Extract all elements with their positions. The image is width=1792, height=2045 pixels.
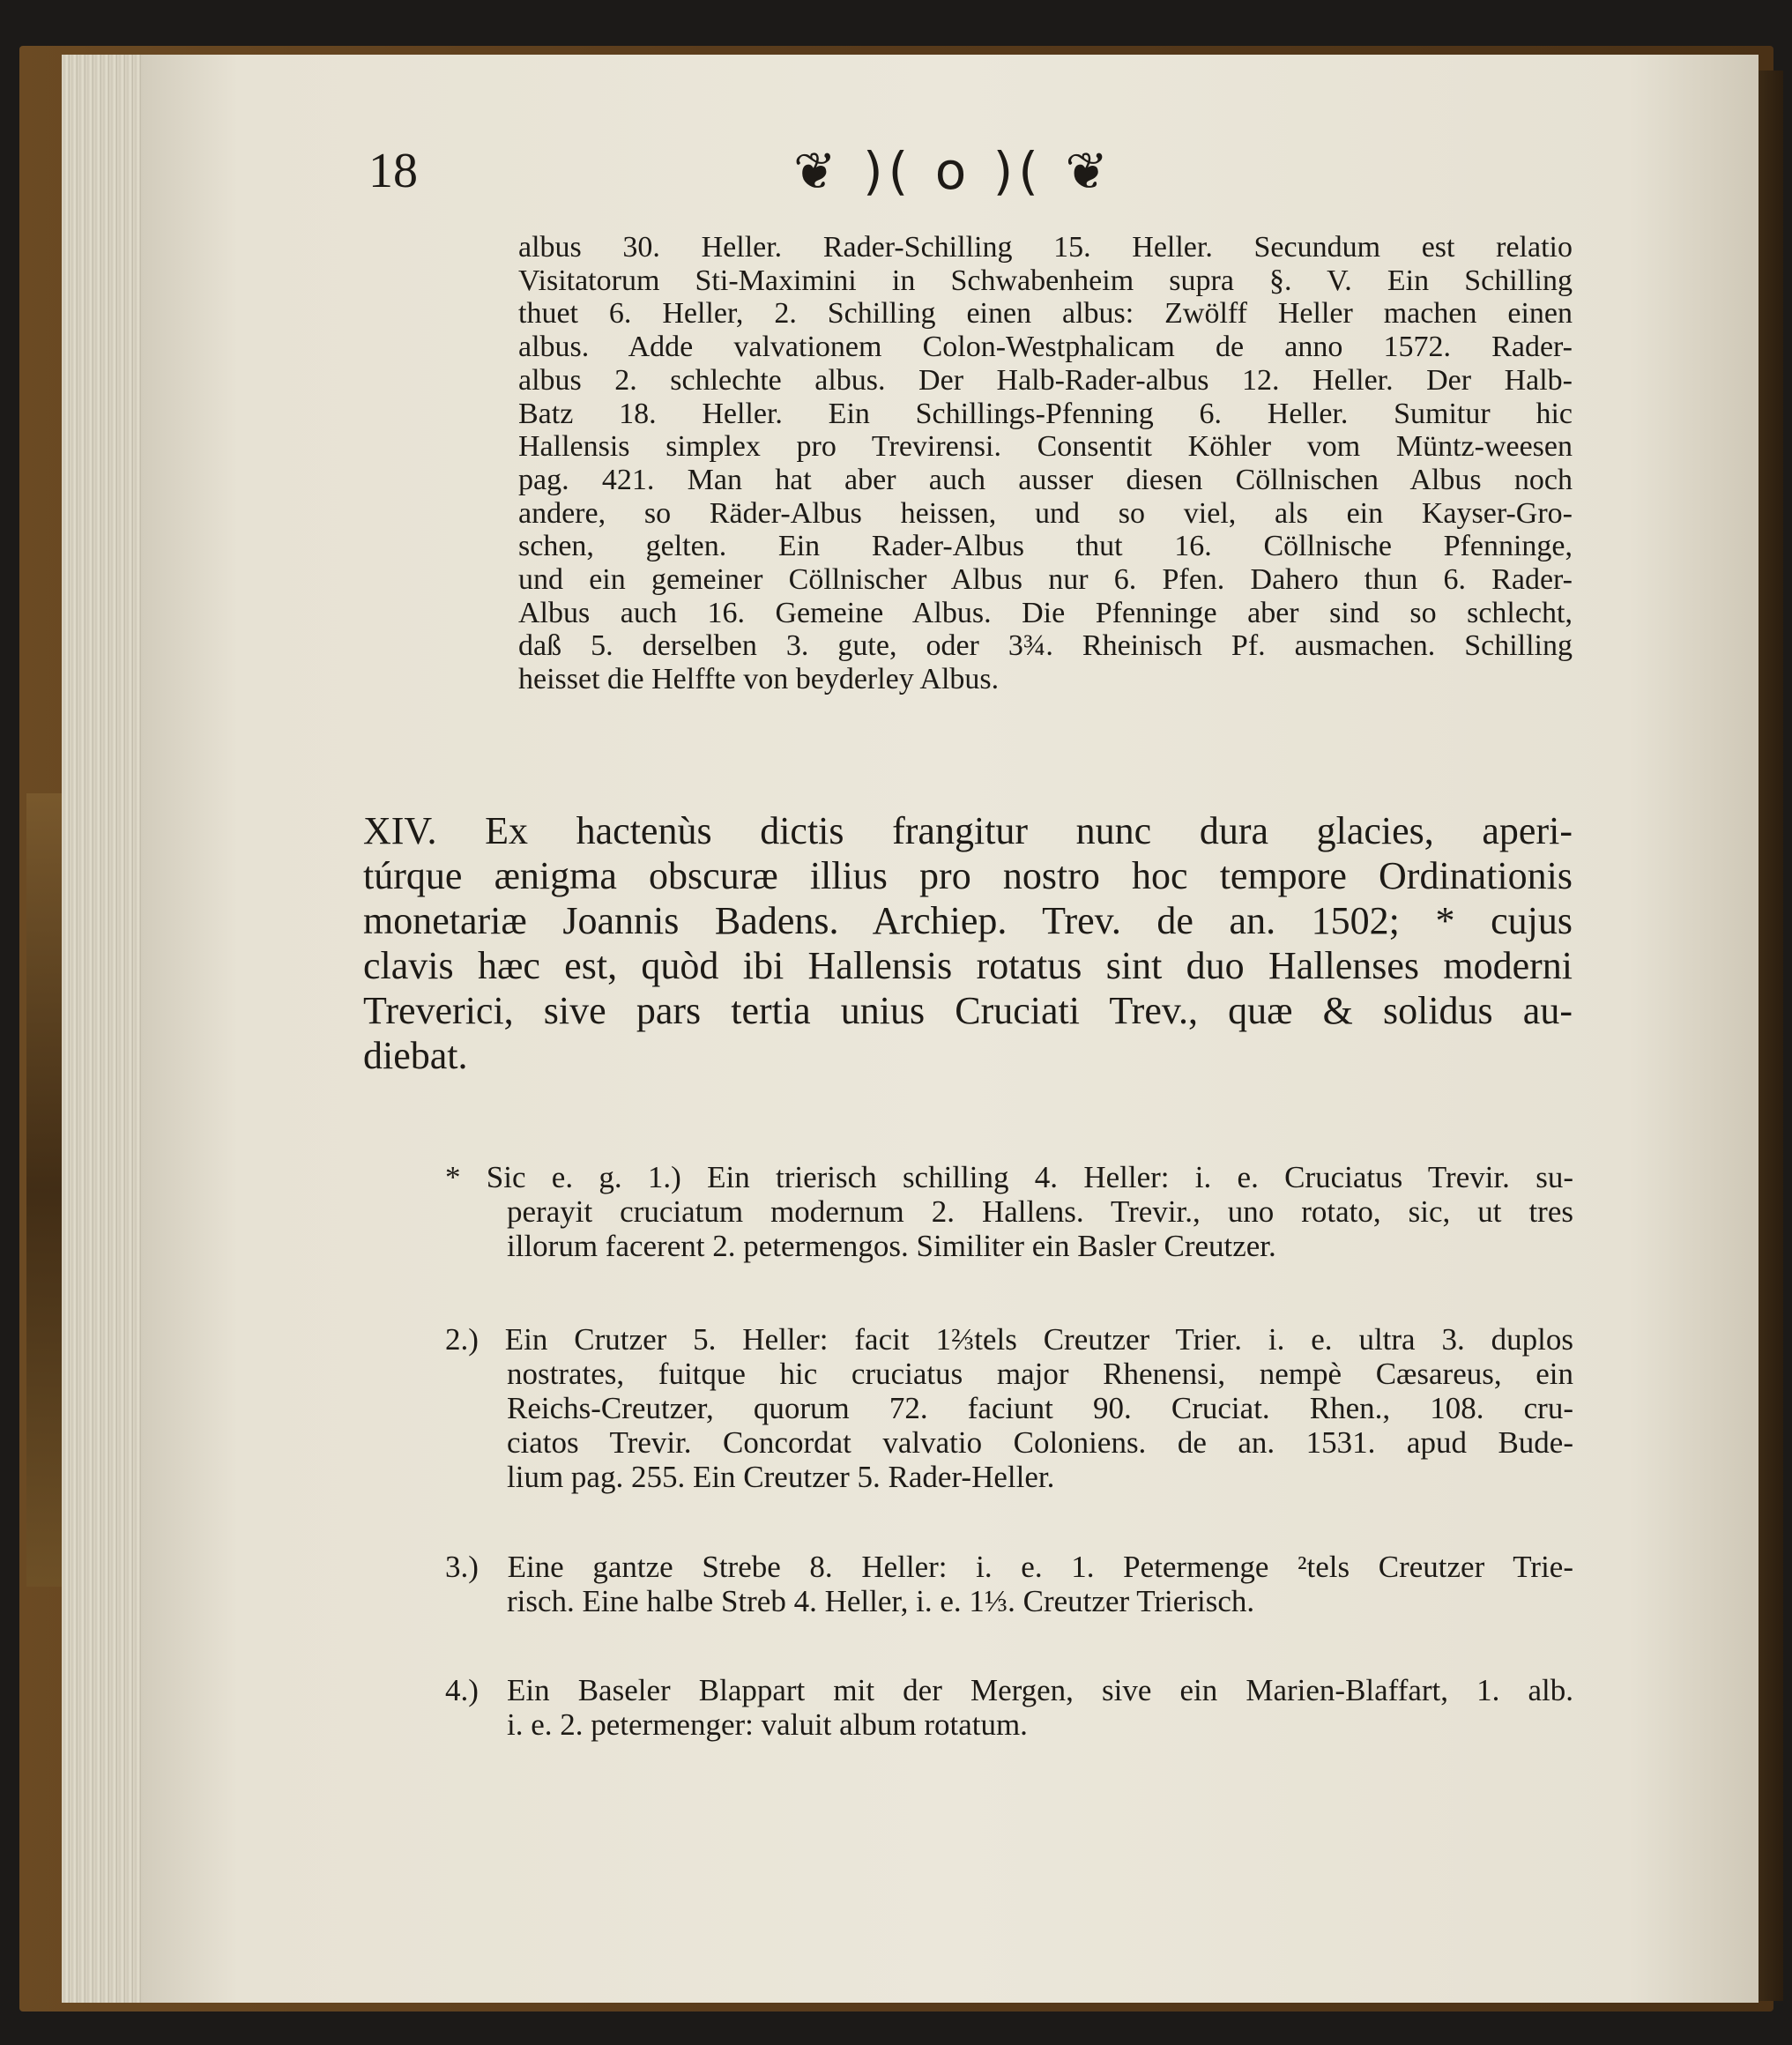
note-line: thuet 6. Heller, 2. Schilling einen albus: Zwölff Heller machen einen	[518, 297, 1573, 331]
note-block	[518, 231, 1573, 696]
note-line: Albus auch 16. Gemeine Albus. Die Pfenninge aber sind so schlecht,	[518, 596, 1573, 629]
note-line: pag. 421. Man hat aber auch ausser diesen Cöllnischen Albus noch	[518, 463, 1573, 496]
footnote-line: 2.) Ein Crutzer 5. Heller: facit 1⅔tels Creutzer Trier. i. e. ultra 3. duplos	[445, 1322, 1573, 1357]
main-paragraph	[363, 808, 1573, 1078]
footnote-line: ciatos Trevir. Concordat valvatio Coloniens. de an. 1531. apud Bude-	[507, 1425, 1573, 1460]
footnote-line: i. e. 2. petermenger: valuit album rotatum.	[507, 1707, 1028, 1742]
paragraph-line: Treverici, sive pars tertia unius Cruciati Trev., quæ & solidus au-	[363, 989, 1573, 1032]
right-page-edge	[1759, 71, 1783, 2001]
paragraph-line: monetariæ Joannis Badens. Archiep. Trev. de an. 1502; * cujus	[363, 899, 1573, 942]
paragraph-line: diebat.	[363, 1034, 468, 1077]
footnote-line: risch. Eine halbe Streb 4. Heller, i. e. 1⅓. Creutzer Trierisch.	[507, 1584, 1255, 1618]
note-line: heisset die Helffte von beyderley Albus.	[518, 663, 1000, 696]
footnote-3	[445, 1550, 1573, 1618]
note-line: Visitatorum Sti-Maximini in Schwabenheim supra §. V. Ein Schilling	[518, 264, 1573, 297]
note-line: albus 2. schlechte albus. Der Halb-Rader-albus 12. Heller. Der Halb-	[518, 363, 1573, 397]
footnote-line: Reichs-Creutzer, quorum 72. faciunt 90. Cruciat. Rhen., 108. cru-	[507, 1391, 1573, 1425]
note-line: Batz 18. Heller. Ein Schillings-Pfenning 6. Heller. Sumitur hic	[518, 397, 1573, 430]
note-line: albus. Adde valvationem Colon-Westphalicam de anno 1572. Rader-	[518, 331, 1573, 364]
footnote-line: lium pag. 255. Ein Creutzer 5. Rader-Heller.	[507, 1460, 1055, 1494]
footnote-line: illorum facerent 2. petermengos. Similiter ein Basler Creutzer.	[507, 1229, 1276, 1263]
binding-stain	[26, 793, 62, 1587]
footnote-line: nostrates, fuitque hic cruciatus major Rhenensi, nempè Cæsareus, ein	[507, 1357, 1573, 1391]
footnote-line: * Sic e. g. 1.) Ein trierisch schilling 4. Heller: i. e. Cruciatus Trevir. su-	[445, 1160, 1573, 1194]
paragraph-line: XIV. Ex hactenùs dictis frangitur nunc dura glacies, aperi-	[363, 809, 1573, 852]
footnote-1	[445, 1160, 1573, 1263]
note-line: schen, gelten. Ein Rader-Albus thut 16. Cöllnische Pfenninge,	[518, 530, 1573, 563]
footnote-4	[445, 1673, 1573, 1742]
footnote-2	[445, 1322, 1573, 1494]
note-line: andere, so Räder-Albus heissen, und so viel, als ein Kayser-Gro-	[518, 496, 1573, 530]
header-ornament: ❦ )( o )( ❦	[793, 141, 1113, 201]
paragraph-line: clavis hæc est, quòd ibi Hallensis rotatus sint duo Hallenses moderni	[363, 944, 1573, 987]
note-line: und ein gemeiner Cöllnischer Albus nur 6. Pfen. Dahero thun 6. Rader-	[518, 563, 1573, 597]
note-line: daß 5. derselben 3. gute, oder 3¾. Rheinisch Pf. ausmachen. Schilling	[518, 629, 1573, 663]
paragraph-line: túrque ænigma obscuræ illius pro nostro hoc tempore Ordinationis	[363, 854, 1573, 897]
note-line: albus 30. Heller. Rader-Schilling 15. Heller. Secundum est relatio	[518, 231, 1573, 264]
footnote-line: 3.) Eine gantze Strebe 8. Heller: i. e. 1. Petermenge ²tels Creutzer Trie-	[445, 1550, 1573, 1584]
footnote-line: perayit cruciatum modernum 2. Hallens. Trevir., uno rotato, sic, ut tres	[507, 1194, 1573, 1229]
footnote-line: 4.) Ein Baseler Blappart mit der Mergen, sive ein Marien-Blaffart, 1. alb.	[445, 1673, 1573, 1707]
page-number: 18	[368, 144, 418, 198]
note-line: Hallensis simplex pro Trevirensi. Consentit Köhler vom Müntz-weesen	[518, 430, 1573, 464]
